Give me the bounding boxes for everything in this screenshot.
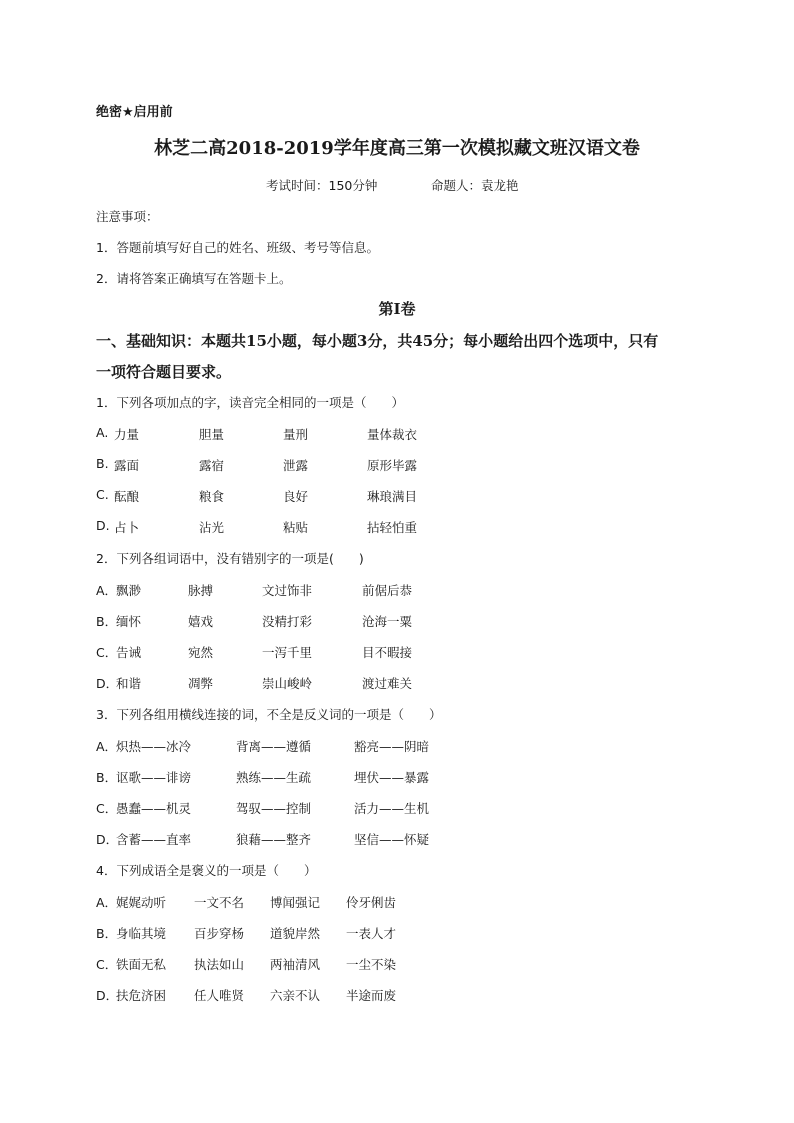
notes-heading: 注意事项： [96, 209, 159, 224]
section-heading: 一、基础知识：本题共15小题，每小题3分，共45分；每小题给出四个选项中，只有 [96, 332, 659, 350]
option-term: 一泻千里 [262, 645, 313, 660]
option-term: 泄露 [283, 458, 309, 473]
option-term: 六亲不认 [270, 988, 321, 1003]
option-term: 沾光 [199, 520, 225, 535]
option-term: 扶危济困 [116, 988, 167, 1003]
option-term: 琳琅满目 [367, 489, 418, 504]
option-term: 半途而废 [346, 988, 397, 1003]
option-term: 活力——生机 [354, 801, 430, 816]
option-term: 露宿 [199, 458, 225, 473]
exam-time: 考试时间：150分钟 [266, 178, 378, 193]
option-term: 凋弊 [188, 676, 214, 691]
option-letter: B． [96, 926, 118, 941]
option-term: 崇山峻岭 [262, 676, 313, 691]
option-term: 一表人才 [346, 926, 397, 941]
option-letter: D． [96, 988, 119, 1003]
question-stem: 2．下列各组词语中，没有错别字的一项是( ) [96, 551, 364, 566]
option-term: 熟练——生疏 [236, 770, 312, 785]
option-term: 一尘不染 [346, 957, 397, 972]
option-term: 良好 [283, 489, 309, 504]
option-term: 愚蠢——机灵 [116, 801, 192, 816]
option-term: 炽热——冰冷 [116, 739, 192, 754]
option-letter: C. [96, 487, 109, 502]
option-term: 含蓄——直率 [116, 832, 192, 847]
option-term: 道貌岸然 [270, 926, 321, 941]
option-letter: A. [96, 425, 109, 440]
option-term: 嬉戏 [188, 614, 214, 629]
option-letter: A． [96, 583, 118, 598]
option-term: 娓娓动听 [116, 895, 167, 910]
volume-title: 第I卷 [378, 300, 416, 318]
option-letter: C． [96, 801, 118, 816]
option-term: 原形毕露 [367, 458, 418, 473]
option-term: 埋伏——暴露 [354, 770, 430, 785]
option-term: 博闻强记 [270, 895, 321, 910]
option-term: 任人唯贤 [194, 988, 245, 1003]
option-letter: D． [96, 676, 119, 691]
option-term: 宛然 [188, 645, 214, 660]
option-term: 和谐 [116, 676, 142, 691]
option-letter: A． [96, 739, 118, 754]
section-heading-cont: 一项符合题目要求。 [96, 363, 232, 381]
option-letter: B. [96, 456, 109, 471]
option-term: 量刑 [283, 427, 309, 442]
option-term: 执法如山 [194, 957, 245, 972]
note-item: 2．请将答案正确填写在答题卡上。 [96, 271, 292, 286]
option-term: 伶牙俐齿 [346, 895, 397, 910]
question-stem: 4．下列成语全是褒义的一项是（ ） [96, 863, 317, 878]
option-term: 驾驭——控制 [236, 801, 312, 816]
option-term: 胆量 [199, 427, 225, 442]
option-term: 一文不名 [194, 895, 245, 910]
option-letter: C． [96, 957, 118, 972]
option-term: 渡过难关 [362, 676, 413, 691]
option-term: 脉搏 [188, 583, 214, 598]
option-term: 身临其境 [116, 926, 167, 941]
option-letter: D． [96, 832, 119, 847]
question-stem: 1．下列各项加点的字，读音完全相同的一项是（ ） [96, 395, 404, 410]
exam-author: 命题人：袁龙艳 [431, 178, 519, 193]
option-term: 酝酿 [114, 489, 140, 504]
option-term: 两袖清风 [270, 957, 321, 972]
option-term: 百步穿杨 [194, 926, 245, 941]
option-term: 缅怀 [116, 614, 142, 629]
option-letter: A． [96, 895, 118, 910]
option-term: 铁面无私 [116, 957, 167, 972]
option-letter: C． [96, 645, 118, 660]
option-term: 坚信——怀疑 [354, 832, 430, 847]
option-term: 露面 [114, 458, 140, 473]
option-term: 背离——遵循 [236, 739, 312, 754]
option-term: 占卜 [114, 520, 140, 535]
option-letter: B． [96, 614, 118, 629]
option-term: 狼藉——整齐 [236, 832, 312, 847]
note-item: 1．答题前填写好自己的姓名、班级、考号等信息。 [96, 240, 379, 255]
option-term: 飘渺 [116, 583, 142, 598]
secret-mark: 绝密★启用前 [96, 105, 173, 120]
option-letter: B． [96, 770, 118, 785]
option-term: 前倨后恭 [362, 583, 413, 598]
exam-title: 林芝二高2018-2019学年度高三第一次模拟藏文班汉语文卷 [154, 138, 640, 159]
option-term: 没精打彩 [262, 614, 313, 629]
option-term: 粮食 [199, 489, 225, 504]
option-term: 文过饰非 [262, 583, 313, 598]
option-term: 粘贴 [283, 520, 309, 535]
option-term: 讴歌——诽谤 [116, 770, 192, 785]
option-term: 告诫 [116, 645, 142, 660]
option-term: 拈轻怕重 [367, 520, 418, 535]
option-letter: D. [96, 518, 110, 533]
option-term: 沧海一粟 [362, 614, 413, 629]
option-term: 目不暇接 [362, 645, 413, 660]
option-term: 力量 [114, 427, 140, 442]
option-term: 豁亮——阴暗 [354, 739, 430, 754]
option-term: 量体裁衣 [367, 427, 418, 442]
question-stem: 3．下列各组用横线连接的词，不全是反义词的一项是（ ） [96, 707, 442, 722]
